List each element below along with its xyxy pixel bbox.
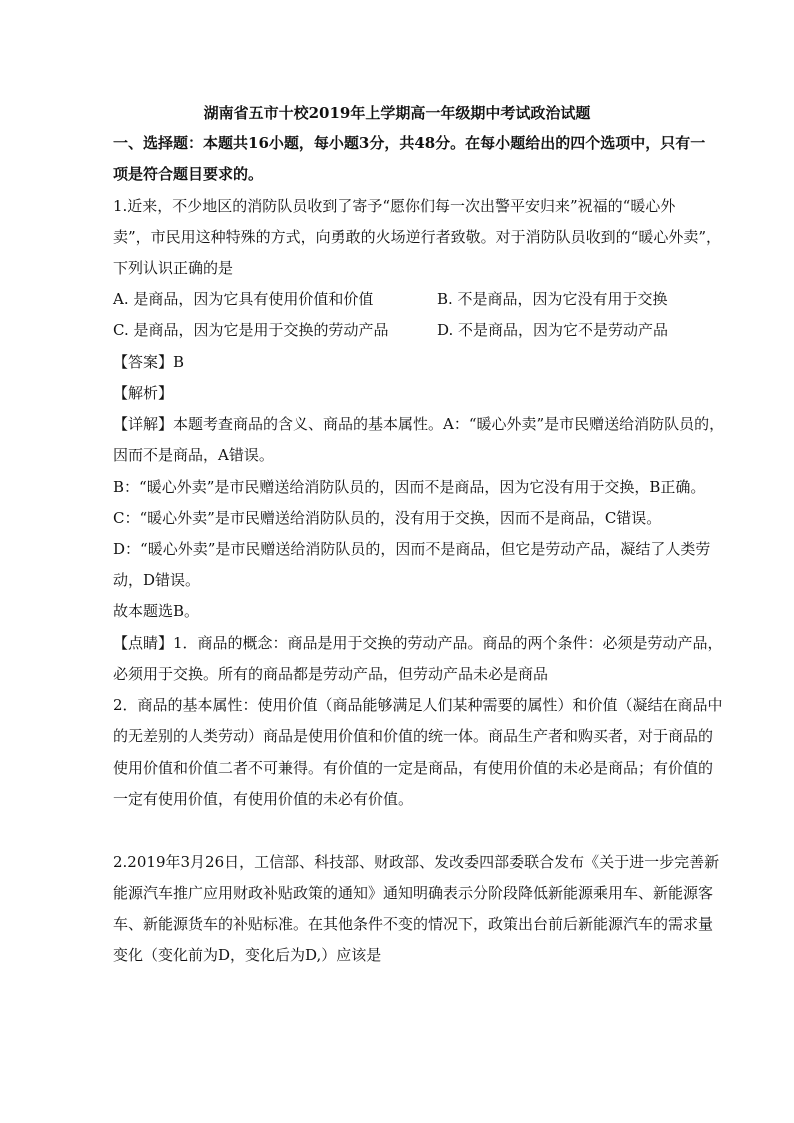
q1-notes-line-1: 【点睛】1．商品的概念：商品是用于交换的劳动产品。商品的两个条件：必须是劳动产品， (113, 634, 723, 652)
q1-analysis-line-1: 【详解】本题考查商品的含义、商品的基本属性。A：“暖心外卖”是市民赠送给消防队员的， (113, 415, 725, 433)
q1-analysis-line-2: 因而不是商品，A错误。 (113, 446, 274, 464)
q1-notes-line-5: 使用价值和价值二者不可兼得。有价值的一定是商品，有使用价值的未必是商品；有价值的 (113, 759, 714, 777)
q1-analysis-line-7: 故本题选B。 (113, 602, 200, 620)
q1-option-d: D. 不是商品，因为它不是劳动产品 (437, 321, 669, 339)
q1-notes-line-6: 一定有使用价值，有使用价值的未必有价值。 (113, 790, 414, 808)
q2-stem-line-3: 车、新能源货车的补贴标准。在其他条件不变的情况下，政策出台前后新能源汽车的需求量 (113, 915, 714, 933)
q1-stem-line-3: 下列认识正确的是 (113, 259, 234, 277)
q1-notes-line-2: 必须用于交换。所有的商品都是劳动产品，但劳动产品未必是商品 (113, 665, 549, 683)
q1-answer: 【答案】B (113, 353, 185, 371)
q1-option-a: A. 是商品，因为它具有使用价值和价值 (113, 290, 374, 308)
q2-stem-line-2: 能源汽车推广应用财政补贴政策的通知》通知明确表示分阶段降低新能源乘用车、新能源客 (113, 884, 714, 902)
q1-option-b: B. 不是商品，因为它没有用于交换 (437, 290, 668, 308)
q2-stem-line-1: 2.2019年3月26日，工信部、科技部、财政部、发改委四部委联合发布《关于进一步完善新 (113, 853, 720, 871)
q1-analysis-line-6: 动，D错误。 (113, 571, 201, 589)
q1-stem-line-2: 卖”，市民用这种特殊的方式，向勇敢的火场逆行者致敬。对于消防队员收到的“暖心外卖”， (113, 228, 722, 246)
q1-stem-line-1: 1.近来，不少地区的消防队员收到了寄予“愿你们每一次出警平安归来”祝福的“暖心外 (113, 197, 676, 215)
section-heading-line-1: 一、选择题：本题共16小题，每小题3分，共48分。在每小题给出的四个选项中，只有一 (113, 134, 706, 152)
q1-analysis-line-5: D：“暖心外卖”是市民赠送给消防队员的，因而不是商品，但它是劳动产品，凝结了人类劳 (113, 540, 711, 558)
q1-option-c: C. 是商品，因为它是用于交换的劳动产品 (113, 321, 389, 339)
section-heading-line-2: 项是符合题目要求的。 (113, 165, 264, 183)
q1-analysis-label: 【解析】 (113, 384, 174, 402)
q2-stem-line-4: 变化（变化前为D，变化后为D,）应该是 (113, 946, 382, 964)
q1-notes-line-3: 2．商品的基本属性：使用价值（商品能够满足人们某种需要的属性）和价值（凝结在商品中 (113, 696, 723, 714)
q1-analysis-line-4: C：“暖心外卖”是市民赠送给消防队员的，没有用于交换，因而不是商品，C错误。 (113, 509, 662, 527)
page-title: 湖南省五市十校2019年上学期高一年级期中考试政治试题 (203, 104, 591, 122)
q1-analysis-line-3: B：“暖心外卖”是市民赠送给消防队员的，因而不是商品，因为它没有用于交换，B正确。 (113, 478, 706, 496)
q1-notes-line-4: 的无差别的人类劳动）商品是使用价值和价值的统一体。商品生产者和购买者，对于商品的 (113, 727, 714, 745)
